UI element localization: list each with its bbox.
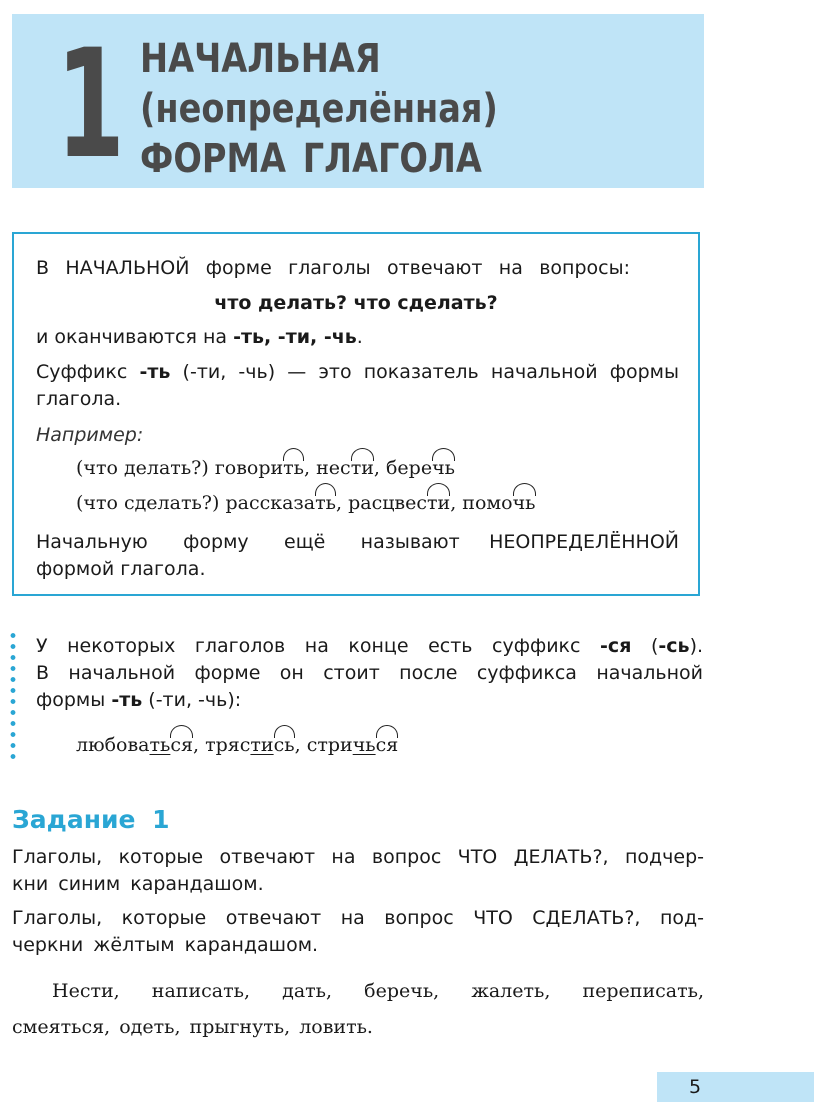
note-word-2 (205, 734, 295, 756)
rule-line-4 (36, 359, 679, 385)
example-2-word-2 (348, 492, 450, 514)
note-line-2: В начальной форме он стоит после суффикса начальной (36, 662, 703, 684)
suffix-arc: ся (375, 734, 399, 756)
rule-line-4-suffix: -ть (139, 361, 171, 383)
word-stem: нес (316, 457, 351, 479)
note-line-3-a: формы (36, 689, 106, 711)
example-1-question: (что делать?) (76, 457, 209, 479)
note-suffix-sya: -ся (600, 635, 632, 657)
example-1-word-1 (215, 457, 304, 479)
suffix-arc: чь (512, 492, 536, 514)
word-stem: рассказа (225, 492, 316, 514)
rule-line-5: глагола. (36, 388, 122, 410)
example-1-word-3 (386, 457, 455, 479)
task-words-line-2: смеяться, одеть, прыгнуть, ловить. (12, 1016, 373, 1038)
dotted-margin-line (10, 630, 16, 764)
task-title: Задание 1 (12, 805, 170, 834)
chapter-title-line-3: ФОРМА ГЛАГОЛА (140, 136, 482, 182)
rule-line-last-1 (36, 529, 679, 555)
chapter-header (12, 14, 704, 192)
rule-line-3-text: и оканчиваются на (36, 326, 228, 348)
suffix-arc: ся (170, 734, 194, 756)
word-stem: говори (214, 457, 284, 479)
separator: , (193, 734, 200, 756)
task-paragraph-2-line-2: черкни жёлтым карандашом. (12, 934, 319, 956)
rule-line-4-a: Суффикс (36, 361, 128, 383)
chapter-title-line-2: (неопределённая) (140, 86, 498, 132)
chapter-number: 1 (56, 18, 125, 192)
suffix-arc: ти (427, 492, 451, 514)
suffix-arc: чь (432, 457, 455, 479)
underlined-suffix: ти (250, 734, 274, 756)
rule-last-b: НЕОПРЕДЕЛЁННОЙ (489, 531, 680, 553)
rule-line-3-end: . (356, 326, 363, 348)
underlined-suffix: ть (149, 734, 171, 756)
note-word-1 (76, 734, 193, 756)
note-word-3 (307, 734, 399, 756)
page-number: 5 (689, 1076, 702, 1098)
note-example-line (76, 732, 398, 758)
suffix-arc: сь (273, 734, 295, 756)
separator: , (335, 492, 343, 514)
chapter-title-line-1: НАЧАЛЬНАЯ (140, 36, 381, 82)
rule-line-1: В НАЧАЛЬНОЙ форме глаголы отвечают на вопросы: (36, 257, 630, 279)
note-line-1-a: У некоторых глаголов на конце есть суффикс (36, 635, 581, 657)
chapter-title (140, 34, 610, 184)
task-words-line-1: Нести, написать, дать, беречь, жалеть, переписать, (52, 980, 704, 1002)
example-1-word-2 (316, 457, 374, 479)
example-2-word-3 (462, 492, 535, 514)
suffix-arc: ть (315, 492, 336, 514)
word-stem: стри (306, 734, 353, 756)
note-suffix-s: -сь (658, 635, 690, 657)
word-stem: тряс (205, 734, 251, 756)
rule-line-3 (36, 324, 363, 350)
separator: , (294, 734, 301, 756)
example-2-question: (что сделать?) (76, 492, 220, 514)
word-stem: помо (462, 492, 513, 514)
task-paragraph-1-line-2: кни синим карандашом. (12, 873, 264, 895)
separator: , (304, 457, 311, 479)
underlined-suffix: чь (352, 734, 376, 756)
note-line-3-suffix: -ть (111, 689, 143, 711)
rule-endings: -ть, -ти, -чь (233, 326, 357, 348)
note-line-3 (36, 687, 241, 713)
page-number-badge (657, 1072, 814, 1102)
word-stem: расцвес (348, 492, 428, 514)
suffix-arc: ти (350, 457, 374, 479)
paren-open: ( (650, 635, 659, 657)
note-line-1 (36, 633, 703, 659)
task-paragraph-1-line-1: Глаголы, которые отвечают на вопрос ЧТО ДЕЛАТЬ?, подчер- (12, 846, 704, 868)
word-stem: бере (385, 457, 433, 479)
example-line-2 (76, 490, 536, 516)
example-line-1 (76, 455, 455, 481)
rule-questions: что делать? что сделать? (214, 292, 498, 314)
task-paragraph-2-line-1: Глаголы, которые отвечают на вопрос ЧТО СДЕЛАТЬ?, под- (12, 907, 704, 929)
rule-line-4-b: (-ти, -чь) — это показатель начальной формы (182, 361, 679, 383)
rule-line-last-2: формой глагола. (36, 558, 206, 580)
suffix-arc: ть (283, 457, 305, 479)
separator: , (450, 492, 457, 514)
paren-close: ). (689, 635, 704, 657)
example-2-word-1 (225, 492, 336, 514)
rule-last-a: Начальную форму ещё называют (36, 531, 460, 553)
word-stem: любова (76, 734, 150, 756)
note-line-1-paren (651, 635, 703, 657)
example-label: Например: (36, 424, 144, 446)
note-line-3-c: (-ти, -чь): (148, 689, 242, 711)
separator: , (373, 457, 380, 479)
